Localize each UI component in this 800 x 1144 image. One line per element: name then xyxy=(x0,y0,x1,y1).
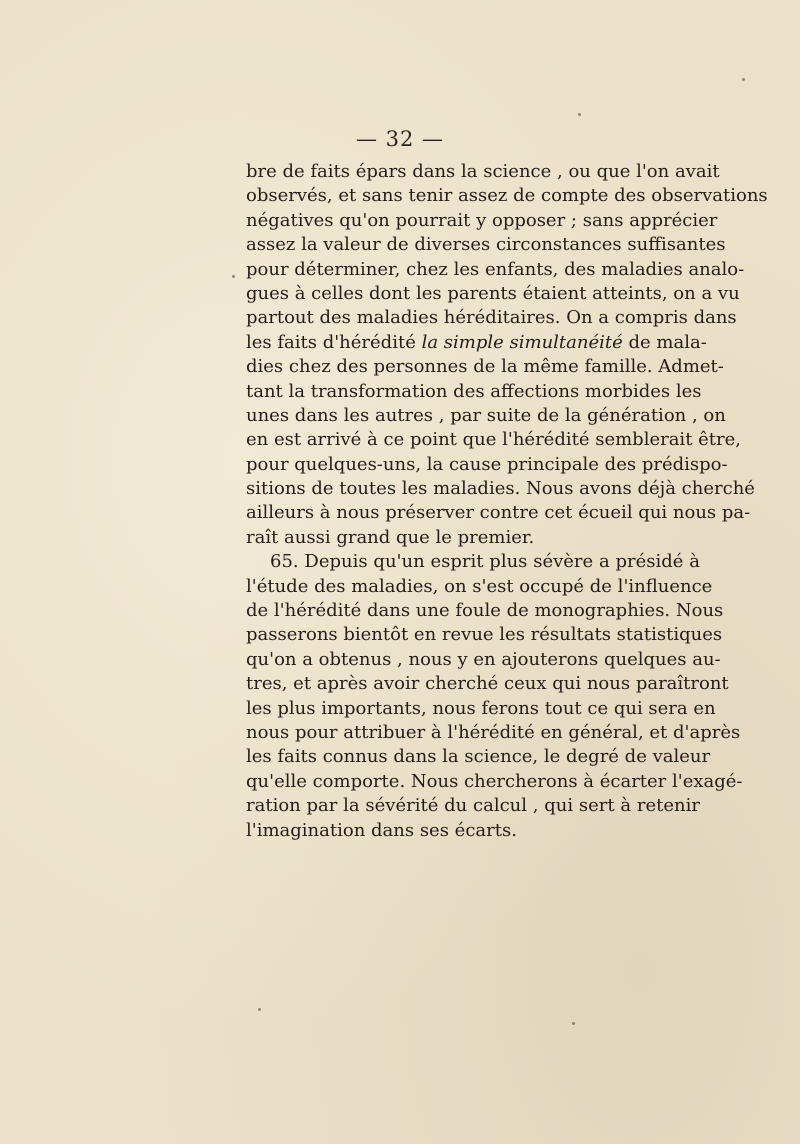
text-line: tres, et après avoir cherché ceux qui nous paraîtront xyxy=(246,673,729,695)
text-line: sitions de toutes les maladies. Nous avons déjà cherché xyxy=(246,478,755,500)
text-line: l'étude des maladies, on s'est occupé de l'influence xyxy=(246,575,713,597)
text-line: dies chez des personnes de la même famille. Admet- xyxy=(246,356,724,378)
text-line: pour quelques-uns, la cause principale des prédispo- xyxy=(246,453,728,475)
text-line: ration par la sévérité du calcul , qui sert à retenir xyxy=(246,795,700,817)
text-line: gues à celles dont les parents étaient atteints, on a vu xyxy=(246,282,740,304)
paragraph-start-line: 65. Depuis qu'un esprit plus sévère a présidé à xyxy=(270,551,700,573)
text-line: nous pour attribuer à l'hérédité en général, et d'après xyxy=(246,721,741,743)
text-segment: de mala- xyxy=(628,331,707,353)
text-line: assez la valeur de diverses circonstances suffisantes xyxy=(246,234,726,256)
text-line: les plus importants, nous ferons tout ce qui sera en xyxy=(246,697,716,719)
text-segment: les faits d'hérédité xyxy=(246,331,416,353)
paper-speck xyxy=(258,1008,261,1011)
paragraph-end-line: raît aussi grand que le premier. xyxy=(246,526,535,548)
page-number: — 32 — xyxy=(355,127,445,151)
text-line: passerons bientôt en revue les résultats statistiques xyxy=(246,624,723,646)
text-line: qu'elle comporte. Nous chercherons à écarter l'exagé- xyxy=(246,770,743,792)
body-text xyxy=(246,160,768,843)
paragraph-end-line: l'imagination dans ses écarts. xyxy=(246,819,517,841)
italic-phrase: la simple simultanéité xyxy=(421,331,623,353)
text-line: observés, et sans tenir assez de compte des observations xyxy=(246,185,768,207)
text-line: pour déterminer, chez les enfants, des maladies analo- xyxy=(246,258,745,280)
text-line-with-italic xyxy=(246,331,707,355)
text-line: en est arrivé à ce point que l'hérédité semblerait être, xyxy=(246,429,742,451)
paper-speck xyxy=(572,1022,575,1025)
text-line: qu'on a obtenus , nous y en ajouterons quelques au- xyxy=(246,648,721,670)
text-line: bre de faits épars dans la science , ou que l'on avait xyxy=(246,161,720,182)
text-line: ailleurs à nous préserver contre cet écueil qui nous pa- xyxy=(246,502,751,524)
text-line: négatives qu'on pourrait y opposer ; sans apprécier xyxy=(246,209,718,231)
text-line: les faits connus dans la science, le degré de valeur xyxy=(246,746,711,768)
paper-speck xyxy=(232,275,235,278)
text-line: unes dans les autres , par suite de la génération , on xyxy=(246,404,726,426)
text-line: tant la transformation des affections morbides les xyxy=(246,380,702,402)
text-line: de l'hérédité dans une foule de monographies. Nous xyxy=(246,600,724,622)
text-line: partout des maladies héréditaires. On a compris dans xyxy=(246,307,737,329)
paper-speck xyxy=(742,78,745,81)
paper-speck xyxy=(578,113,581,116)
